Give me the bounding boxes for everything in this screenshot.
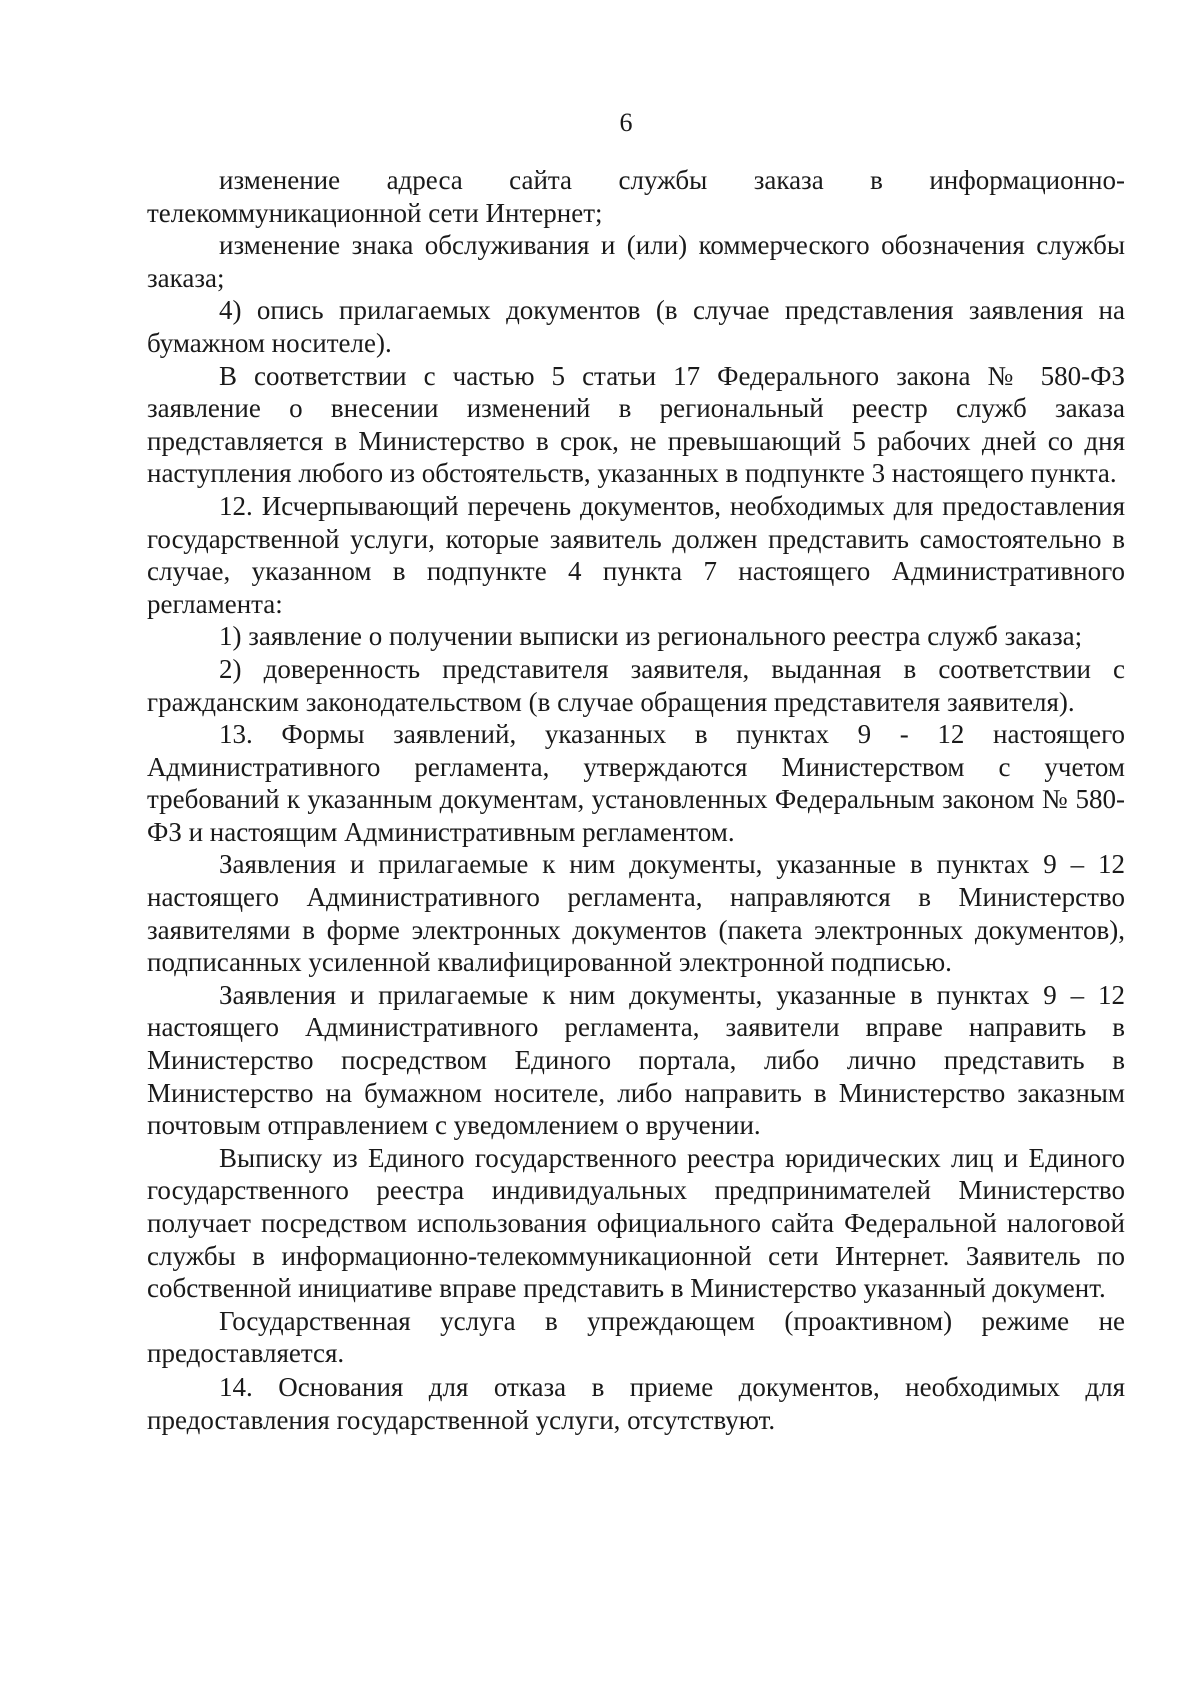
paragraph-law-580-fz: В соответствии с частью 5 статьи 17 Федерального закона № 580-ФЗ заявление о внесении изменений в региональный реестр служб заказа представляется в Министерство в срок, не превышающий 5 рабочих дней со дня наступления любого из обстоятельств, указанных в подпункте 3 настоящего пункта. [147,360,1125,489]
paragraph-submission-methods: Заявления и прилагаемые к ним документы, указанные в пунктах 9 – 12 настоящего Административного регламента, заявители вправе направить в Министерство посредством Единого портала, либо лично представить в Министерство на бумажном носителе, либо направить в Министерство заказным почтовым отправлением с уведомлением о вручении. [147,979,1125,1141]
paragraph-section-12-item-2: 2) доверенность представителя заявителя, выданная в соответствии с гражданским законодательством (в случае обращения представителя заявителя). [147,653,1125,717]
document-body [147,164,1125,1436]
page-number: 6 [619,108,633,137]
paragraph-registry-extract: Выписку из Единого государственного реестра юридических лиц и Единого государственного реестра индивидуальных предпринимателей Министерство получает посредством использования официального сайта Федеральной налоговой службы в информационно-телекоммуникационной сети Интернет. Заявитель по собственной инициативе вправе представить в Министерство указанный документ. [147,1142,1125,1304]
paragraph-service-mark-change: изменение знака обслуживания и (или) коммерческого обозначения службы заказа; [147,230,1125,293]
paragraph-proactive-mode: Государственная услуга в упреждающем (проактивном) режиме не предоставляется. [147,1305,1125,1369]
paragraph-electronic-submission: Заявления и прилагаемые к ним документы, указанные в пунктах 9 – 12 настоящего Административного регламента, направляются в Министерство заявителями в форме электронных документов (пакета электронных документов), подписанных усиленной квалифицированной электронной подписью. [147,849,1125,978]
paragraph-website-change: изменение адреса сайта службы заказа в информационно-телекоммуникационной сети Интернет; [147,165,1125,228]
paragraph-section-14: 14. Основания для отказа в приеме документов, необходимых для предоставления государственной услуги, отсутствуют. [147,1371,1125,1435]
paragraph-section-12-item-1: 1) заявление о получении выписки из регионального реестра служб заказа; [219,621,1083,652]
paragraph-section-13: 13. Формы заявлений, указанных в пунктах 9 - 12 настоящего Административного регламента, утверждаются Министерством с учетом требований к указанным документам, установленных Федеральным законом № 580-ФЗ и настоящим Административным регламентом. [147,719,1125,847]
paragraph-section-12: 12. Исчерпывающий перечень документов, необходимых для предоставления государственной услуги, которые заявитель должен представить самостоятельно в случае, указанном в подпункте 4 пункта 7 настоящего Административного регламента: [147,490,1125,619]
paragraph-item-4-inventory: 4) опись прилагаемых документов (в случае представления заявления на бумажном носителе). [147,295,1125,358]
